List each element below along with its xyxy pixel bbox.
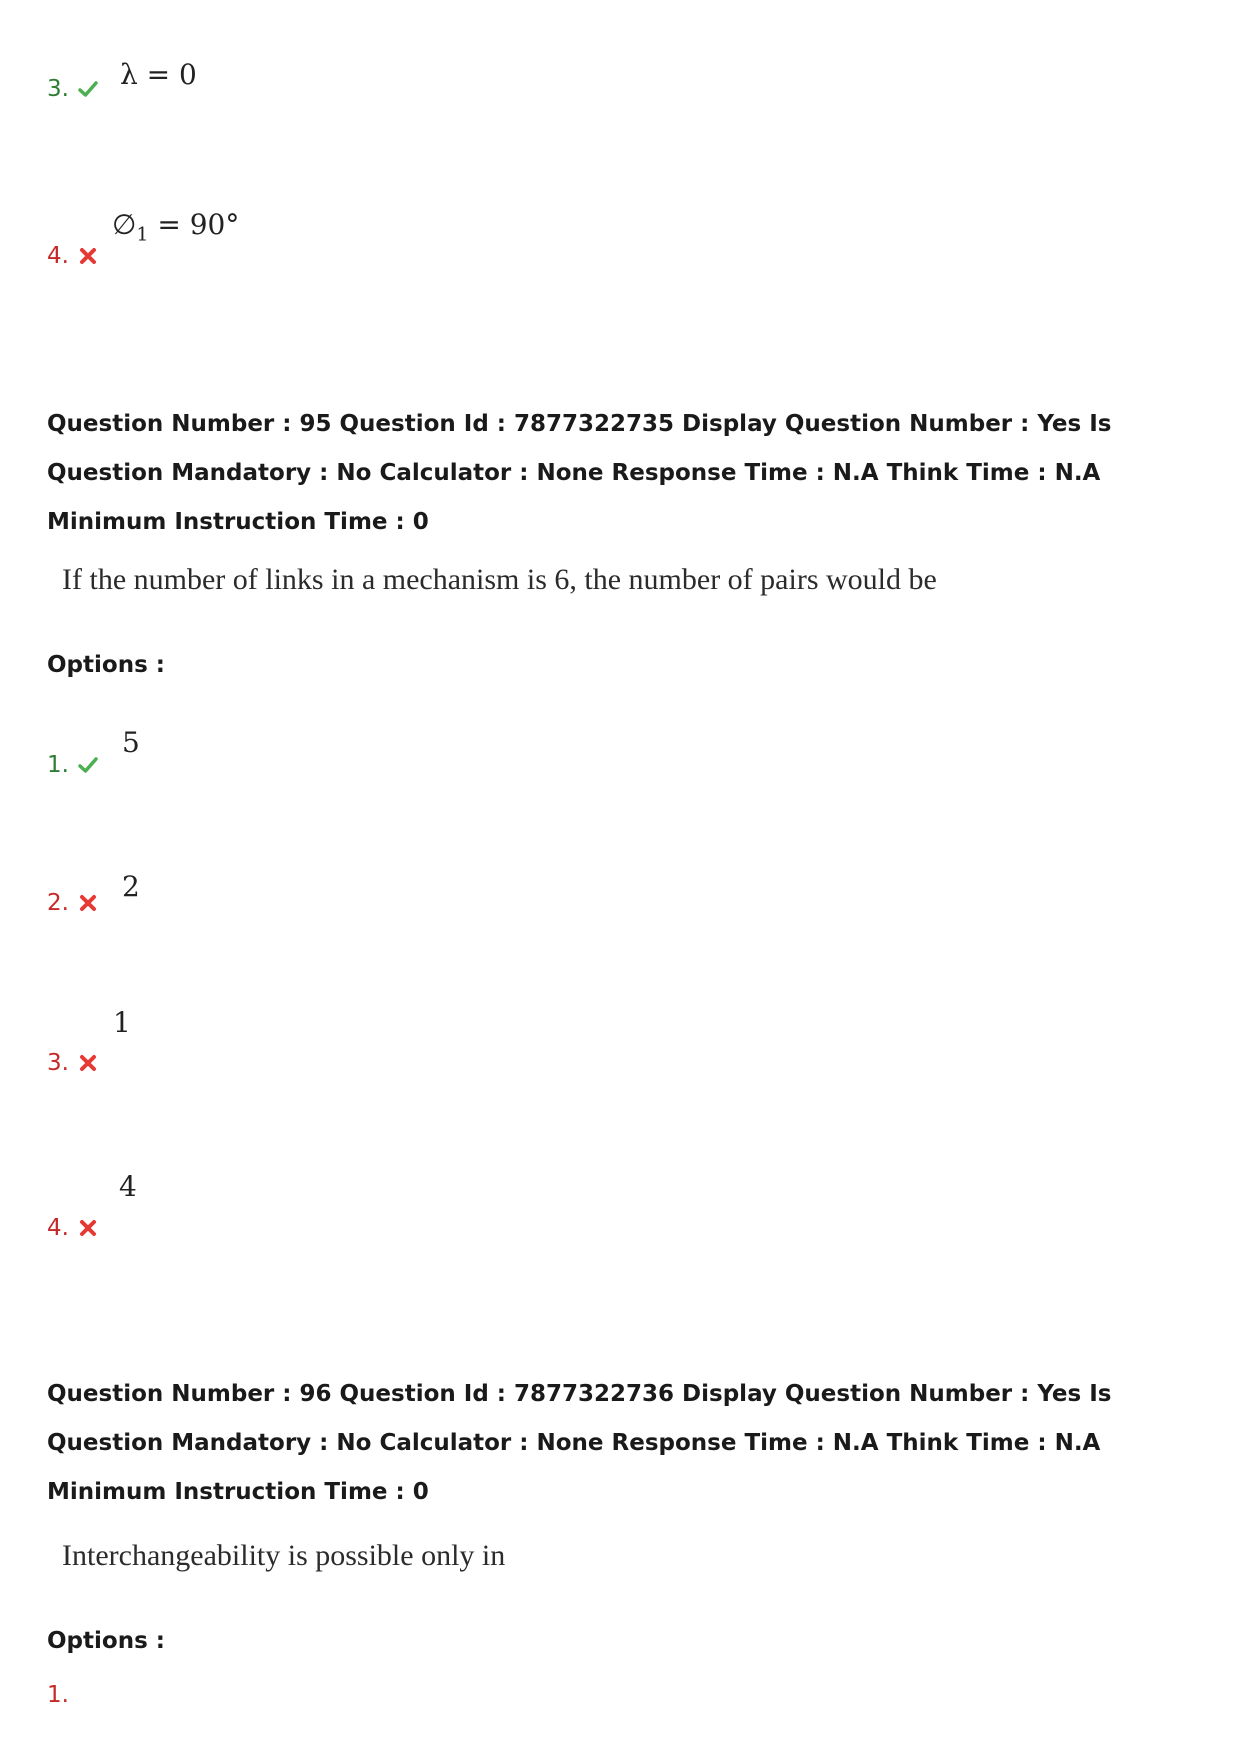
check-icon [77,78,99,100]
option-value: λ = 0 [120,58,197,91]
option-number: 2. [47,890,69,916]
option-number: 4. [47,243,69,269]
option-value: 5 [122,726,140,759]
option-number: 3. [47,76,69,102]
check-icon [77,754,99,776]
option-number: 4. [47,1215,69,1241]
question-text: If the number of links in a mechanism is 6, the number of pairs would be [62,563,937,596]
option-value [112,208,239,246]
question-header: Question Number : 95 Question Id : 7877322735 Display Question Number : Yes Is Question Mandatory : No Calculator : None Response Time : N.A Think Time : N.A Minimum Instruction Time : 0 [47,411,1112,535]
option-3-prev [47,76,99,102]
option-1 [47,1682,77,1708]
options-label: Options : [47,652,165,678]
option-value: 4 [119,1170,137,1203]
option-4-prev [47,243,99,269]
cross-icon [77,892,99,914]
option-number: 1. [47,1682,69,1708]
option-number: 1. [47,752,69,778]
option-2 [47,890,99,916]
option-value-rest: = 90° [148,208,240,241]
question-header: Question Number : 96 Question Id : 7877322736 Display Question Number : Yes Is Question Mandatory : No Calculator : None Response Time : N.A Think Time : N.A Minimum Instruction Time : 0 [47,1381,1112,1505]
subscript: 1 [136,223,149,246]
option-1 [47,752,99,778]
cross-icon [77,1052,99,1074]
question-text: Interchangeability is possible only in [62,1539,506,1572]
options-label: Options : [47,1628,165,1654]
option-4 [47,1215,99,1241]
option-number: 3. [47,1050,69,1076]
phi-symbol: ∅ [112,208,137,241]
cross-icon [77,1217,99,1239]
option-3 [47,1050,99,1076]
cross-icon [77,245,99,267]
option-value: 1 [113,1006,131,1039]
option-value: 2 [122,870,140,903]
